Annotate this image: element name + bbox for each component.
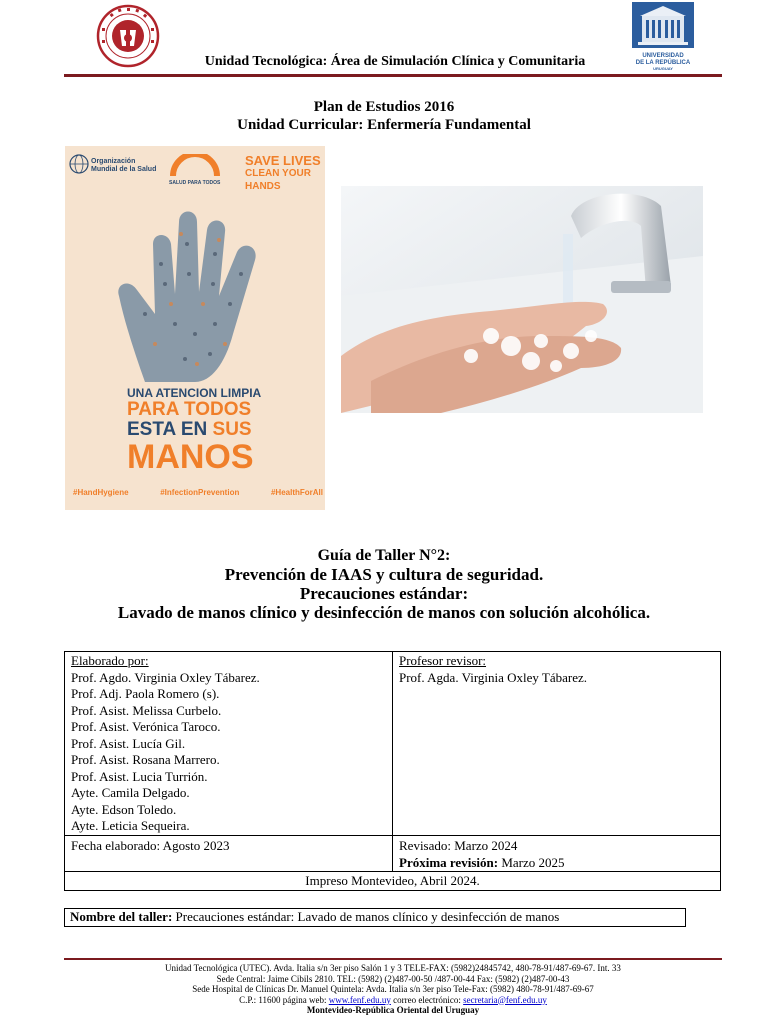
author-item: Ayte. Camila Delgado. (71, 785, 190, 800)
workshop-name-value: Precauciones estándar: Lavado de manos clínico y desinfección de manos (172, 909, 560, 924)
footer-location: Montevideo-República Oriental del Uruguay (306, 1005, 480, 1015)
reviewer-cell (393, 652, 720, 836)
revised-date: Revisado: Marzo 2024 (399, 838, 518, 853)
printed-info: Impreso Montevideo, Abril 2024. (305, 873, 480, 888)
university-building-icon (632, 2, 694, 48)
who-name: Organización Mundial de la Salud (91, 158, 157, 173)
curricular-unit: Unidad Curricular: Enfermería Fundamental (237, 117, 531, 133)
footer (64, 963, 722, 1016)
hand-of-people-illustration (115, 204, 275, 382)
next-revision-label: Próxima revisión: (399, 854, 499, 870)
hand-hygiene-poster (65, 146, 325, 510)
health-for-all-arc-icon (169, 154, 221, 178)
website-link[interactable]: www.fenf.edu.uy (328, 994, 391, 1005)
footer-utec: Unidad Tecnológica (UTEC). Avda. Italia s/n 3er piso Salón 1 y 3 TELE-FAX: (5982)24845742, 480-78-91/487-69-67. Int. 33 (165, 963, 621, 973)
reviewer-name: Prof. Agda. Virginia Oxley Tábarez. (399, 669, 588, 685)
guide-description: Lavado de manos clínico y desinfección de manos con solución alcohólica. (117, 603, 651, 622)
poster-slogan: UNA ATENCION LIMPIA PARA TODOS ESTA EN SUS MANOS (127, 386, 262, 476)
plan-year: Plan de Estudios 2016 (313, 99, 455, 115)
guide-title (0, 546, 768, 622)
footer-divider (64, 958, 722, 960)
footer-sede-central: Sede Central: Jaime Cibils 2810. TEL: (5982) (2)487-00-50 /487-00-44 Fax: (5982) (2)487-00-43 (216, 973, 570, 984)
credits-table (64, 651, 721, 891)
author-item: Prof. Asist. Rosana Marrero. (71, 752, 220, 767)
header-title: Unidad Tecnológica: Área de Simulación Clínica y Comunitaria (204, 54, 586, 69)
author-item: Ayte. Edson Toledo. (71, 801, 177, 817)
poster-hashtags: #HandHygiene #InfectionPrevention #HealthForAll (73, 488, 323, 497)
workshop-name-box (64, 908, 686, 927)
workshop-name-label: Nombre del taller: (70, 909, 173, 924)
handwashing-photo (341, 186, 703, 413)
authors-cell (65, 652, 393, 836)
header-divider (64, 74, 722, 77)
who-globe-icon (69, 154, 89, 174)
author-item: Prof. Agdo. Virginia Oxley Tábarez. (71, 669, 260, 685)
reviewer-label: Profesor revisor: (399, 653, 487, 668)
next-revision-date: Marzo 2025 (498, 854, 565, 870)
footer-contact: C.P.: 11600 página web: www.fenf.edu.uy correo electrónico: secretaria@fenf.edu.uy (239, 994, 547, 1005)
author-item: Prof. Asist. Lucia Turrión. (71, 768, 208, 784)
printed-cell (65, 872, 720, 890)
authors-label: Elaborado por: (71, 653, 149, 668)
email-link[interactable]: secretaria@fenf.edu.uy (463, 994, 547, 1005)
save-lives-text: SAVE LIVES CLEAN YOUR HANDS (245, 153, 321, 192)
revision-cell (393, 836, 720, 872)
university-name-3: URUGUAY (653, 66, 673, 71)
guide-topic: Prevención de IAAS y cultura de seguridad. (224, 565, 544, 584)
salud-para-todos: SALUD PARA TODOS (169, 180, 221, 186)
created-date: Fecha elaborado: Agosto 2023 (71, 838, 230, 853)
guide-subtopic: Precauciones estándar: (299, 584, 469, 603)
plan-block (0, 98, 768, 134)
author-item: Prof. Asist. Verónica Taroco. (71, 719, 221, 734)
author-item: Prof. Adj. Paola Romero (s). (71, 686, 220, 701)
created-date-cell (65, 836, 393, 872)
author-item: Ayte. Leticia Sequeira. (71, 818, 190, 833)
footer-sede-hospital: Sede Hospital de Clínicas Dr. Manuel Quintela: Avda. Italia s/n 3er piso Tele-Fax: (5982) 480-78-91/487-69-67 (192, 984, 594, 994)
university-name-2: DE LA REPÚBLICA (635, 59, 691, 66)
guide-number: Guía de Taller N°2: (317, 547, 451, 564)
author-item: Prof. Asist. Melissa Curbelo. (71, 702, 222, 718)
author-item: Prof. Asist. Lucía Gil. (71, 735, 186, 751)
university-name-1: UNIVERSIDAD (642, 53, 684, 59)
